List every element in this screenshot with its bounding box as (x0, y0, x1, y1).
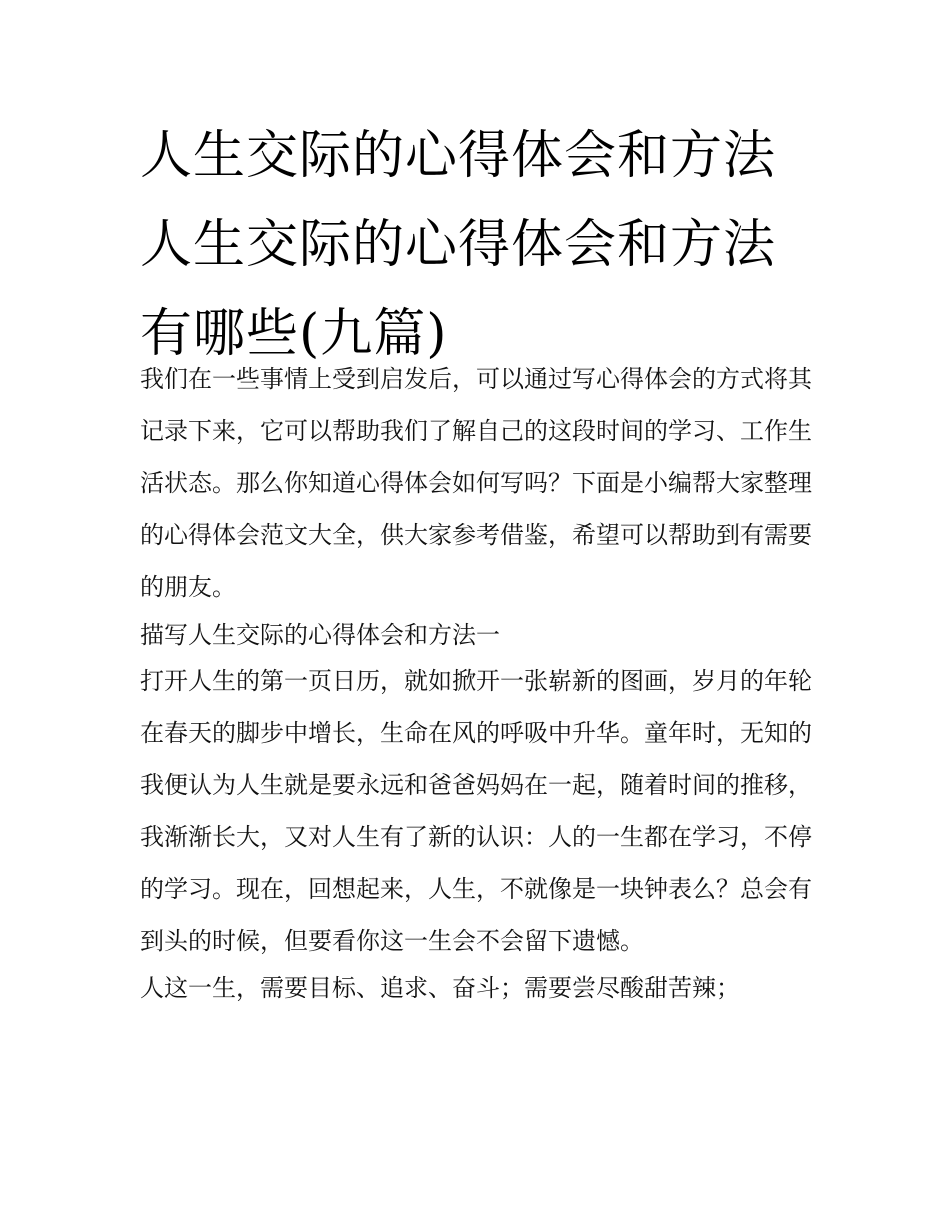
section-heading: 描写人生交际的心得体会和方法一 (140, 621, 500, 649)
body-paragraph-2: 人这一生，需要目标、追求、奋斗；需要尝尽酸甜苦辣； (140, 974, 740, 1002)
document-title: 人生交际的心得体会和方法 人生交际的心得体会和方法有哪些(九篇) (140, 126, 777, 364)
body-paragraph-1: 打开人生的第一页日历，就如掀开一张崭新的图画，岁月的年轮在春天的脚步中增长，生命在风的呼吸中升华。童年时，无知的我便认为人生就是要永远和爸爸妈妈在一起，随着时间的推移，我渐渐长大，又对人生有了新的认识：人的一生都在学习，不停的学习。现在，回想起来，人生，不就像是一块钟表么？总会有到头的时候，但要看你这一生会不会留下遗憾。 (140, 667, 812, 955)
intro-paragraph: 我们在一些事情上受到启发后，可以通过写心得体会的方式将其记录下来，它可以帮助我们了解自己的这段时间的学习、工作生活状态。那么你知道心得体会如何写吗？下面是小编帮大家整理的心得体会范文大全，供大家参考借鉴，希望可以帮助到有需要的朋友。 (140, 365, 812, 601)
